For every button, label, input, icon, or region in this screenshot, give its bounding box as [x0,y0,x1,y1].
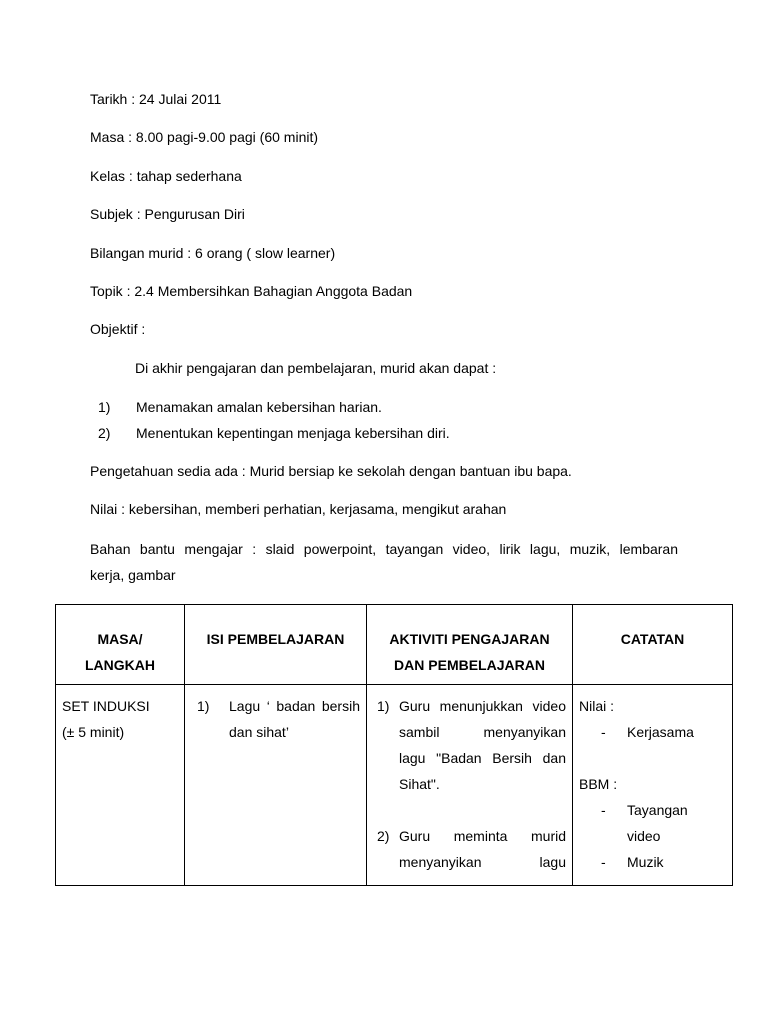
catatan-nilai-item: - Kerjasama [601,724,694,740]
subjek-line: Subjek : Pengurusan Diri [90,206,245,222]
header-masa-langkah [56,605,185,685]
catatan-nilai-label: Nilai : [579,698,615,714]
bahan-bantu-paragraph [90,536,678,588]
header-aktiviti-line2: DAN PEMBELAJARAN [394,657,545,673]
lesson-plan-table [55,604,733,886]
nilai-line: Nilai : kebersihan, memberi perhatian, kerjasama, mengikut arahan [90,501,507,517]
isi-number: 1) [197,698,210,714]
bahan-line-2: kerja, gambar [90,567,176,583]
activity-number: 2) [377,828,390,844]
activity-item: 2) Guru meminta murid menyanyikan lagu [377,823,566,875]
langkah-duration: (± 5 minit) [62,724,125,740]
bahan-line-1: Bahan bantu mengajar : slaid powerpoint, tayangan video, lirik lagu, muzik, lembaran [90,541,678,557]
objective-item [98,424,450,442]
header-aktiviti [367,605,573,685]
tarikh-line: Tarikh : 24 Julai 2011 [90,91,222,107]
objective-number: 1) [98,399,111,415]
pengetahuan-line: Pengetahuan sedia ada : Murid bersiap ke sekolah dengan bantuan ibu bapa. [90,463,572,479]
catatan-bbm-label: BBM : [579,776,618,792]
header-masa: MASA/ [97,631,143,647]
cell-aktiviti [367,685,573,886]
header-langkah: LANGKAH [85,657,155,673]
header-aktiviti-line1: AKTIVITI PENGAJARAN [389,631,550,647]
objektif-heading: Objektif : [90,321,146,337]
cell-catatan [573,685,733,886]
langkah-name: SET INDUKSI [62,698,150,714]
kelas-line: Kelas : tahap sederhana [90,168,242,184]
objective-text: Menentukan kepentingan menjaga kebersihan diri. [136,425,450,441]
catatan-bbm-item: - Muzik [601,854,664,870]
table-row [56,685,733,886]
activity-number: 1) [377,698,390,714]
cell-langkah [56,685,185,886]
catatan-bbm-item: - Tayangan video [601,802,688,844]
header-catatan: CATATAN [573,605,733,685]
table-header-row [56,605,733,685]
cell-isi [185,685,367,886]
isi-item: 1) Lagu ‘ badan bersih dan sihat’ [197,693,360,745]
bilangan-murid-line: Bilangan murid : 6 orang ( slow learner) [90,245,336,261]
objective-item [98,398,382,416]
activity-item: 1) Guru menunjukkan video sambil menyanyikan lagu "Badan Bersih dan Sihat". [377,693,566,797]
objective-intro: Di akhir pengajaran dan pembelajaran, murid akan dapat : [135,360,497,376]
objective-text: Menamakan amalan kebersihan harian. [136,399,382,415]
topik-line: Topik : 2.4 Membersihkan Bahagian Anggota Badan [90,283,413,299]
masa-line: Masa : 8.00 pagi-9.00 pagi (60 minit) [90,129,319,145]
header-isi-pembelajaran: ISI PEMBELAJARAN [185,605,367,685]
objective-number: 2) [98,425,111,441]
